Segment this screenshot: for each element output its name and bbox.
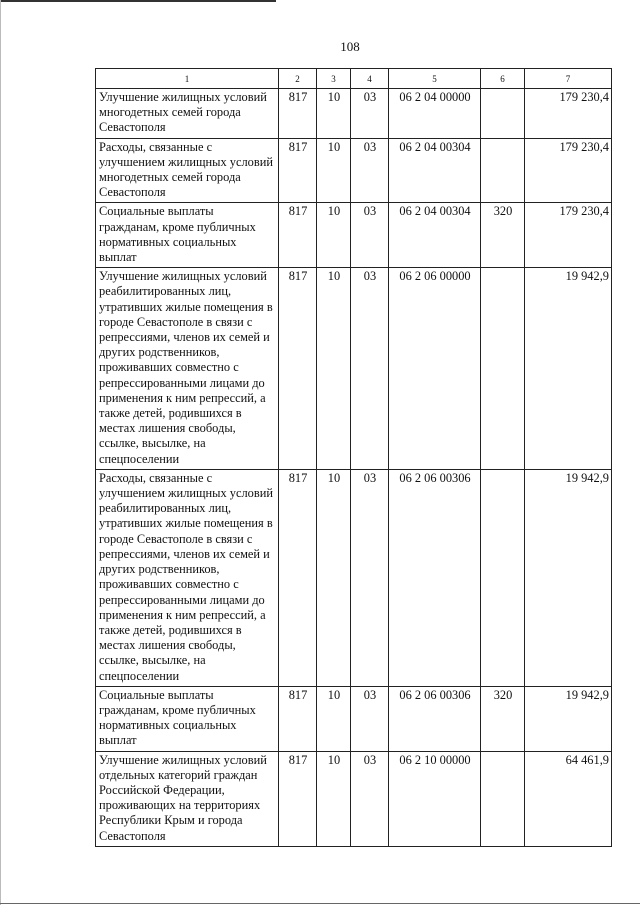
amount: 179 230,4 xyxy=(525,138,612,203)
section-code: 10 xyxy=(317,138,351,203)
section-code: 10 xyxy=(317,89,351,139)
scan-edge-top xyxy=(0,0,276,2)
ministry-code: 817 xyxy=(279,686,317,751)
ministry-code: 817 xyxy=(279,268,317,470)
column-header: 5 xyxy=(389,69,481,89)
target-article-code: 06 2 06 00000 xyxy=(389,268,481,470)
page-number: 108 xyxy=(340,39,360,54)
expense-name: Улучшение жилищных условий отдельных категорий граждан Российской Федерации, проживающих на территориях Республики Крым и города Севастополя xyxy=(96,751,279,846)
subsection-code: 03 xyxy=(351,203,389,268)
section-code: 10 xyxy=(317,469,351,686)
table-row xyxy=(96,89,612,139)
expense-name: Социальные выплаты гражданам, кроме публичных нормативных социальных выплат xyxy=(96,203,279,268)
expense-type-code xyxy=(481,138,525,203)
ministry-code: 817 xyxy=(279,89,317,139)
target-article-code: 06 2 04 00304 xyxy=(389,203,481,268)
expense-type-code xyxy=(481,268,525,470)
subsection-code: 03 xyxy=(351,469,389,686)
target-article-code: 06 2 04 00304 xyxy=(389,138,481,203)
expense-name: Социальные выплаты гражданам, кроме публичных нормативных социальных выплат xyxy=(96,686,279,751)
subsection-code: 03 xyxy=(351,138,389,203)
table-row xyxy=(96,469,612,686)
subsection-code: 03 xyxy=(351,268,389,470)
expense-type-code: 320 xyxy=(481,686,525,751)
expense-name: Расходы, связанные с улучшением жилищных условий многодетных семей города Севастополя xyxy=(96,138,279,203)
ministry-code: 817 xyxy=(279,203,317,268)
amount: 19 942,9 xyxy=(525,268,612,470)
target-article-code: 06 2 04 00000 xyxy=(389,89,481,139)
target-article-code: 06 2 10 00000 xyxy=(389,751,481,846)
column-header: 6 xyxy=(481,69,525,89)
table-row xyxy=(96,751,612,846)
subsection-code: 03 xyxy=(351,686,389,751)
expense-type-code xyxy=(481,469,525,686)
amount: 179 230,4 xyxy=(525,203,612,268)
expense-type-code: 320 xyxy=(481,203,525,268)
target-article-code: 06 2 06 00306 xyxy=(389,686,481,751)
column-header: 7 xyxy=(525,69,612,89)
scan-edge-left xyxy=(0,0,1,905)
amount: 179 230,4 xyxy=(525,89,612,139)
table-row xyxy=(96,203,612,268)
expense-type-code xyxy=(481,89,525,139)
target-article-code: 06 2 06 00306 xyxy=(389,469,481,686)
expense-type-code xyxy=(481,751,525,846)
expense-name: Улучшение жилищных условий реабилитированных лиц, утративших жилые помещения в городе Севастополе в связи с репрессиями, членов их семей и других родственников, проживавших совместно с репрессированными лицами до применения к ним репрессий, а также детей, родившихся в местах лишения свободы, ссылке, высылке, на спецпоселении xyxy=(96,268,279,470)
column-header: 4 xyxy=(351,69,389,89)
section-code: 10 xyxy=(317,268,351,470)
table-header-row xyxy=(96,69,612,89)
section-code: 10 xyxy=(317,203,351,268)
amount: 64 461,9 xyxy=(525,751,612,846)
amount: 19 942,9 xyxy=(525,686,612,751)
column-header: 2 xyxy=(279,69,317,89)
scan-edge-bottom xyxy=(0,903,640,904)
budget-table xyxy=(95,68,612,847)
ministry-code: 817 xyxy=(279,469,317,686)
column-header: 3 xyxy=(317,69,351,89)
expense-name: Улучшение жилищных условий многодетных семей города Севастополя xyxy=(96,89,279,139)
column-header: 1 xyxy=(96,69,279,89)
amount: 19 942,9 xyxy=(525,469,612,686)
subsection-code: 03 xyxy=(351,89,389,139)
expense-name: Расходы, связанные с улучшением жилищных условий реабилитированных лиц, утративших жилые помещения в городе Севастополе в связи с репрессиями, членов их семей и других родственников, проживавших совместно с репрессированными лицами до применения к ним репрессий, а также детей, родившихся в местах лишения свободы, ссылке, высылке, на спецпоселении xyxy=(96,469,279,686)
table-row xyxy=(96,268,612,470)
ministry-code: 817 xyxy=(279,751,317,846)
subsection-code: 03 xyxy=(351,751,389,846)
section-code: 10 xyxy=(317,751,351,846)
table-row xyxy=(96,138,612,203)
section-code: 10 xyxy=(317,686,351,751)
table-row xyxy=(96,686,612,751)
ministry-code: 817 xyxy=(279,138,317,203)
